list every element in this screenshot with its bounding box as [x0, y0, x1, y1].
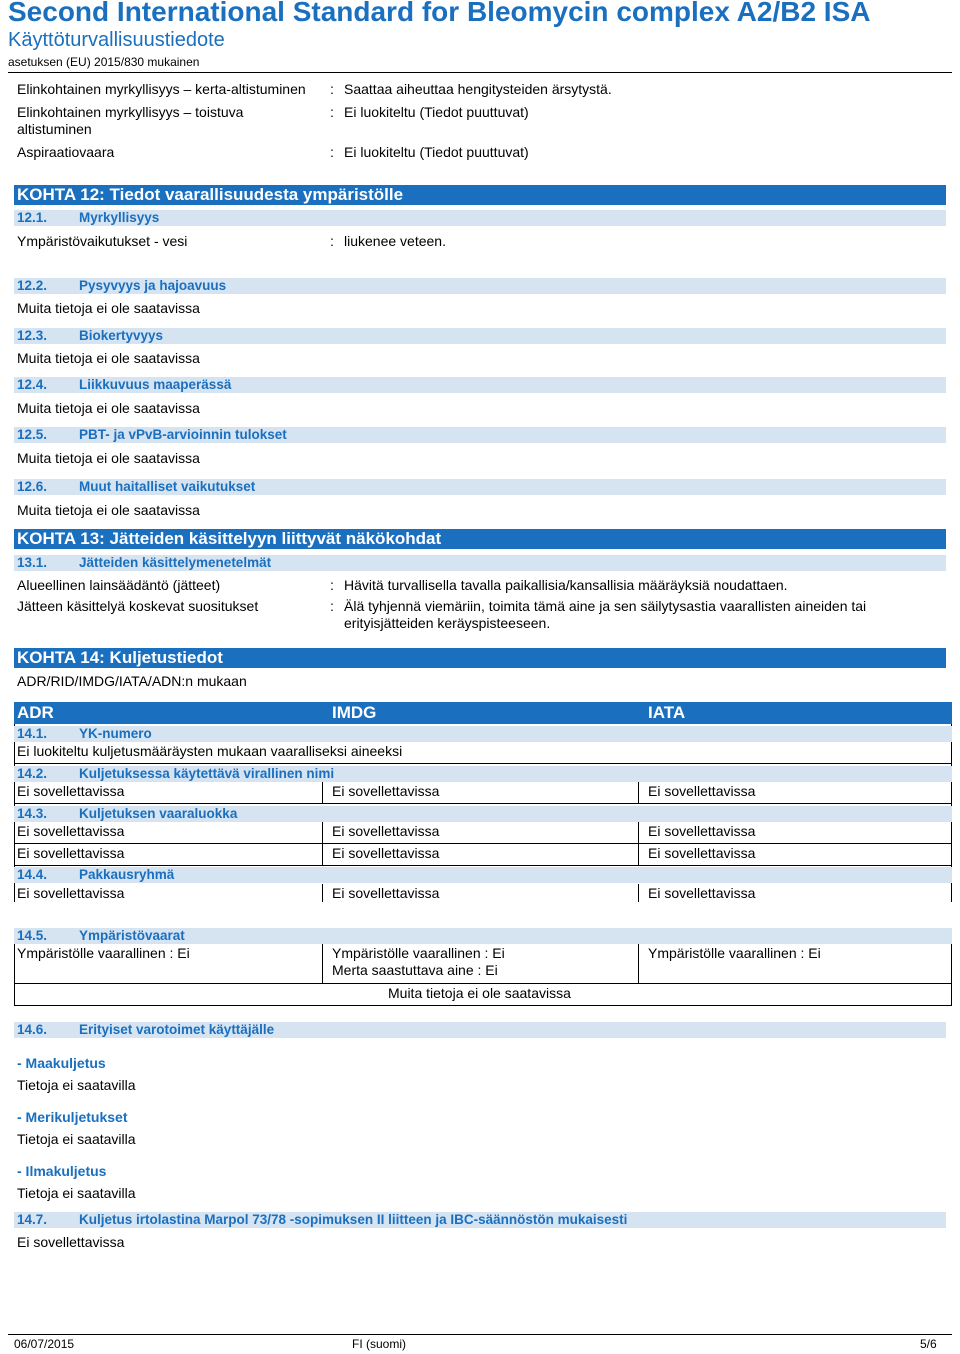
- sea-text: Tietoja ei saatavilla: [17, 1131, 136, 1147]
- subsection-12-4: [14, 377, 946, 393]
- footer-date: 06/07/2015: [14, 1337, 75, 1351]
- subsection-title: Jätteiden käsittelymenetelmät: [79, 555, 272, 570]
- env-hazard-imdg: Ympäristölle vaarallinen : Ei: [332, 945, 505, 961]
- cell-imdg: Ei sovellettavissa: [332, 885, 440, 901]
- subsection-12-1: [14, 210, 946, 226]
- column-divider: [322, 884, 323, 902]
- air-heading: - Ilmakuljetus: [17, 1163, 107, 1179]
- subsection-number: 14.3.: [17, 806, 48, 821]
- separator: :: [330, 81, 334, 97]
- sea-heading: - Merikuljetukset: [17, 1109, 128, 1125]
- column-iata: IATA: [648, 703, 686, 722]
- subsection-title: YK-numero: [79, 726, 152, 741]
- marine-pollutant-imdg: Merta saastuttava aine : Ei: [332, 962, 498, 978]
- column-divider: [638, 822, 639, 865]
- cell-imdg: Ei sovellettavissa: [332, 823, 440, 839]
- section-13-header: KOHTA 13: Jätteiden käsittelyyn liittyvät näkökohdat: [14, 529, 946, 549]
- cell-iata: Ei sovellettavissa: [648, 823, 756, 839]
- air-text: Tietoja ei saatavilla: [17, 1185, 136, 1201]
- env-effects-value: liukenee veteen.: [344, 233, 446, 249]
- subsection-number: 12.2.: [17, 278, 48, 293]
- subsection-title: Erityiset varotoimet käyttäjälle: [79, 1022, 275, 1037]
- column-adr: ADR: [17, 703, 54, 722]
- subsection-text: Muita tietoja ei ole saatavissa: [17, 300, 200, 316]
- subsection-14-5: [14, 928, 952, 944]
- subsection-number: 12.6.: [17, 479, 48, 494]
- document-subtitle: Käyttöturvallisuustiedote: [8, 29, 225, 51]
- cell-adr: Ei sovellettavissa: [17, 783, 125, 799]
- regulation-note: asetuksen (EU) 2015/830 mukainen: [8, 55, 200, 69]
- tox-label: Aspiraatiovaara: [17, 144, 115, 160]
- tox-label: Elinkohtainen myrkyllisyys – toistuva altistuminen: [17, 104, 244, 137]
- separator: :: [330, 233, 334, 249]
- subsection-14-6: [14, 1022, 946, 1038]
- bulk-transport-text: Ei sovellettavissa: [17, 1234, 125, 1250]
- waste-recommendation-label: Jätteen käsittelyä koskevat suositukset: [17, 598, 259, 614]
- cell-iata: Ei sovellettavissa: [648, 845, 756, 861]
- subsection-number: 12.3.: [17, 328, 48, 343]
- section-14-header: KOHTA 14: Kuljetustiedot: [14, 648, 946, 668]
- subsection-number: 13.1.: [17, 555, 48, 570]
- subsection-14-7: [14, 1212, 946, 1228]
- cell-adr: Ei sovellettavissa: [17, 845, 125, 861]
- subsection-title: Muut haitalliset vaikutukset: [79, 479, 256, 494]
- cell-adr: Ei sovellettavissa: [17, 823, 125, 839]
- subsection-text: Muita tietoja ei ole saatavissa: [17, 400, 200, 416]
- footer-language: FI (suomi): [352, 1337, 406, 1351]
- env-hazard-note: Muita tietoja ei ole saatavissa: [388, 985, 571, 1001]
- cell-imdg: Ei sovellettavissa: [332, 783, 440, 799]
- separator: :: [330, 577, 334, 593]
- env-effects-label: Ympäristövaikutukset - vesi: [17, 233, 188, 249]
- subsection-title: Liikkuvuus maaperässä: [79, 377, 232, 392]
- road-text: Tietoja ei saatavilla: [17, 1077, 136, 1093]
- column-divider: [638, 884, 639, 902]
- row-divider: [14, 843, 952, 844]
- env-hazard-adr: Ympäristölle vaarallinen : Ei: [17, 945, 190, 961]
- cell-iata: Ei sovellettavissa: [648, 783, 756, 799]
- waste-legislation-label: Alueellinen lainsäädäntö (jätteet): [17, 577, 221, 593]
- row-divider: [14, 865, 952, 866]
- subsection-title: Pakkausryhmä: [79, 867, 175, 882]
- subsection-text: Muita tietoja ei ole saatavissa: [17, 350, 200, 366]
- waste-recommendation-value: Älä tyhjennä viemäriin, toimita tämä aine ja sen säilytysastia vaarallisten aineiden tai erityisjätteiden keräyspisteeseen.: [344, 598, 867, 631]
- column-divider: [638, 944, 639, 984]
- subsection-number: 14.7.: [17, 1212, 48, 1227]
- subsection-number: 12.1.: [17, 210, 48, 225]
- column-divider: [322, 944, 323, 984]
- subsection-title: PBT- ja vPvB-arvioinnin tulokset: [79, 427, 287, 442]
- row-divider: [14, 803, 952, 804]
- document-title: Second International Standard for Bleomycin complex A2/B2 ISA: [8, 0, 871, 27]
- subsection-text: Muita tietoja ei ole saatavissa: [17, 450, 200, 466]
- subsection-12-6: [14, 479, 946, 495]
- column-divider: [638, 782, 639, 803]
- separator: :: [330, 104, 334, 120]
- subsection-number: 12.5.: [17, 427, 48, 442]
- subsection-title: Pysyvyys ja hajoavuus: [79, 278, 227, 293]
- cell-imdg: Ei sovellettavissa: [332, 845, 440, 861]
- subsection-number: 14.1.: [17, 726, 48, 741]
- un-number-text: Ei luokiteltu kuljetusmääräysten mukaan vaaralliseksi aineeksi: [17, 743, 403, 759]
- cell-adr: Ei sovellettavissa: [17, 885, 125, 901]
- cell-iata: Ei sovellettavissa: [648, 885, 756, 901]
- subsection-number: 14.5.: [17, 928, 48, 943]
- tox-value: Ei luokiteltu (Tiedot puuttuvat): [344, 144, 529, 160]
- subsection-13-1: [14, 555, 946, 571]
- separator: :: [330, 144, 334, 160]
- subsection-title: Myrkyllisyys: [79, 210, 160, 225]
- row-divider: [14, 983, 952, 984]
- subsection-number: 14.4.: [17, 867, 48, 882]
- subsection-14-3: [14, 806, 952, 822]
- subsection-14-2: [14, 766, 952, 782]
- row-divider: [14, 763, 952, 764]
- subsection-number: 14.2.: [17, 766, 48, 781]
- tox-value: Saattaa aiheuttaa hengitysteiden ärsytystä.: [344, 81, 612, 97]
- subsection-number: 12.4.: [17, 377, 48, 392]
- subsection-title: Kuljetuksessa käytettävä virallinen nimi: [79, 766, 335, 781]
- tox-label: Elinkohtainen myrkyllisyys – kerta-altistuminen: [17, 81, 306, 97]
- column-divider: [322, 782, 323, 803]
- road-heading: - Maakuljetus: [17, 1055, 106, 1071]
- footer-divider: [8, 1334, 952, 1335]
- footer-page-number: 5/6: [920, 1337, 937, 1351]
- waste-legislation-value: Hävitä turvallisella tavalla paikallisia/kansallisia määräyksiä noudattaen.: [344, 577, 788, 593]
- subsection-title: Kuljetuksen vaaraluokka: [79, 806, 238, 821]
- table-border-bottom: [14, 1005, 952, 1006]
- subsection-title: Biokertyvyys: [79, 328, 164, 343]
- header-divider: [8, 72, 952, 73]
- column-divider: [322, 822, 323, 865]
- transport-table-header: [14, 702, 952, 724]
- section-12-header: KOHTA 12: Tiedot vaarallisuudesta ympäristölle: [14, 185, 946, 205]
- tox-value: Ei luokiteltu (Tiedot puuttuvat): [344, 104, 529, 120]
- transport-intro: ADR/RID/IMDG/IATA/ADN:n mukaan: [17, 673, 247, 689]
- subsection-14-4: [14, 867, 952, 883]
- subsection-12-5: [14, 427, 946, 443]
- separator: :: [330, 598, 334, 614]
- subsection-number: 14.6.: [17, 1022, 48, 1037]
- subsection-12-3: [14, 328, 946, 344]
- env-hazard-iata: Ympäristölle vaarallinen : Ei: [648, 945, 821, 961]
- subsection-text: Muita tietoja ei ole saatavissa: [17, 502, 200, 518]
- subsection-title: Kuljetus irtolastina Marpol 73/78 -sopimuksen II liitteen ja IBC-säännöstön mukaisesti: [79, 1212, 628, 1227]
- subsection-title: Ympäristövaarat: [79, 928, 185, 943]
- subsection-14-1: [14, 726, 952, 742]
- column-imdg: IMDG: [332, 703, 377, 722]
- subsection-12-2: [14, 278, 946, 294]
